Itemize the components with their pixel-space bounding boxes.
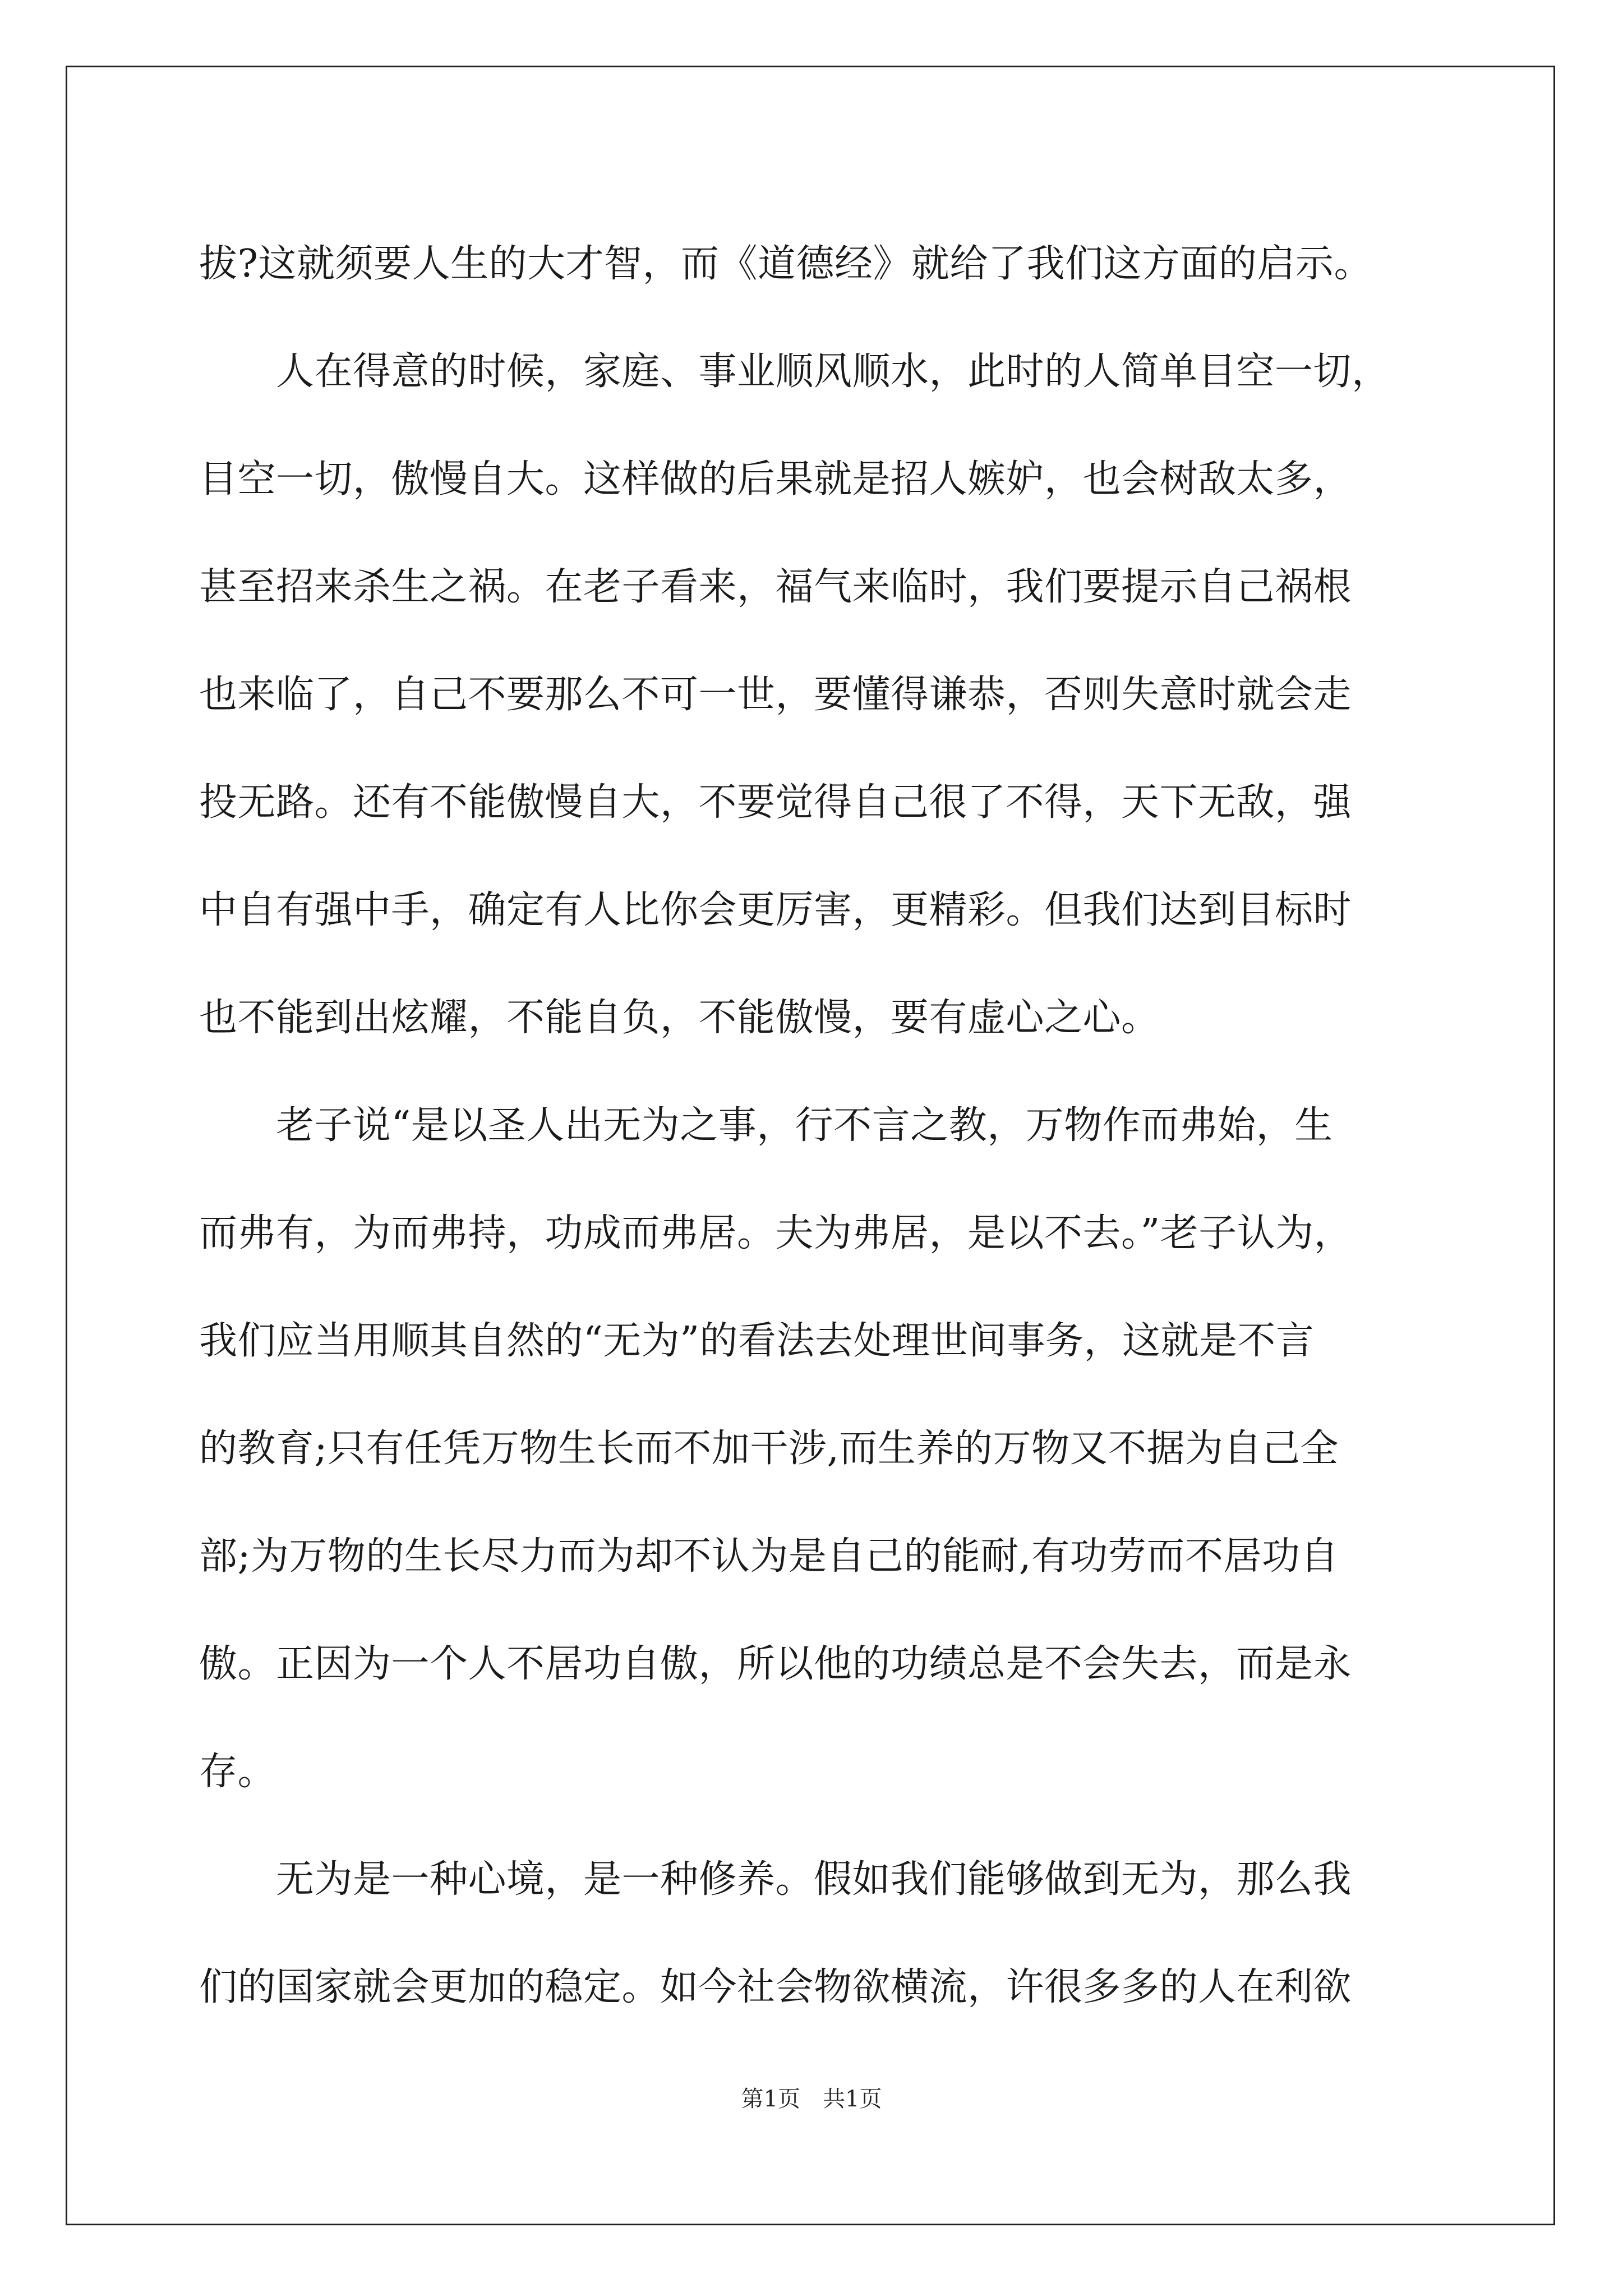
text-line: 拔?这就须要人生的大才智，而《道德经》就给了我们这方面的启示。	[199, 242, 1372, 286]
text-line: 目空一切，傲慢自大。这样做的后果就是招人嫉妒，也会树敌太多，	[199, 457, 1352, 501]
text-line: 也不能到出炫耀，不能自负，不能傲慢，要有虚心之心。	[199, 996, 1160, 1040]
text-line: 无为是一种心境，是一种修养。假如我们能够做到无为，那么我	[199, 1857, 1352, 1902]
text-line: 部;为万物的生长尽力而为却不认为是自己的能耐,有功劳而不居功自	[199, 1534, 1339, 1579]
text-line: 中自有强中手，确定有人比你会更厉害，更精彩。但我们达到目标时	[199, 888, 1352, 932]
text-line: 老子说“是以圣人出无为之事，行不言之教，万物作而弗始，生	[199, 1103, 1333, 1148]
text-line: 傲。正因为一个人不居功自傲，所以他的功绩总是不会失去，而是永	[199, 1642, 1352, 1686]
text-line: 的教育;只有任凭万物生长而不加干涉,而生养的万物又不据为自己全	[199, 1427, 1339, 1471]
text-line: 们的国家就会更加的稳定。如今社会物欲横流，许很多多的人在利欲	[199, 1965, 1352, 2009]
text-line: 人在得意的时候，家庭、事业顺风顺水，此时的人简单目空一切，	[199, 349, 1390, 394]
text-line: 我们应当用顺其自然的“无为”的看法去处理世间事务，这就是不言	[199, 1319, 1315, 1363]
document-body	[199, 210, 1427, 2041]
text-line: 甚至招来杀生之祸。在老子看来，福气来临时，我们要提示自己祸根	[199, 565, 1352, 609]
page-footer: 第1页 共1页	[741, 2086, 882, 2112]
text-line: 而弗有，为而弗持，功成而弗居。夫为弗居，是以不去。”老子认为，	[199, 1211, 1353, 1255]
text-line: 也来临了，自己不要那么不可一世，要懂得谦恭，否则失意时就会走	[199, 673, 1352, 717]
text-line: 存。	[199, 1750, 276, 1794]
text-line: 投无路。还有不能傲慢自大，不要觉得自己很了不得，天下无敌，强	[199, 780, 1352, 825]
